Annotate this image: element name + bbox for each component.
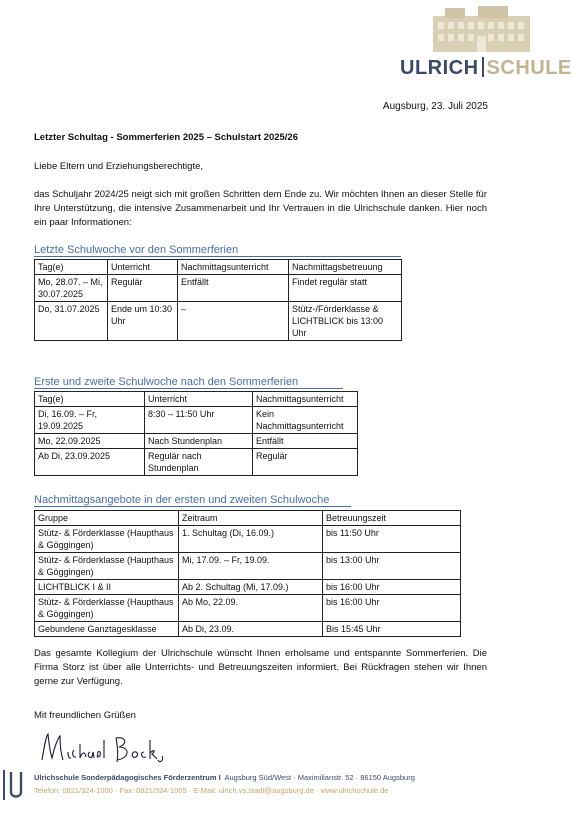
table-cell: Bis 15:45 Uhr bbox=[323, 622, 461, 637]
table-header-cell: Nachmittagsunterricht bbox=[178, 260, 289, 275]
table-cell: Regulär bbox=[108, 275, 178, 302]
table-cell: Ab Mo, 22.09. bbox=[179, 595, 323, 622]
logo-divider bbox=[482, 57, 484, 77]
table-header-cell: Unterricht bbox=[145, 392, 253, 407]
section-title-first-weeks: Erste und zweite Schulwoche nach den Sommerferien bbox=[34, 376, 343, 389]
footer-address-line bbox=[34, 773, 415, 782]
table-last-week bbox=[34, 259, 402, 341]
table-cell: Mi, 17.09. – Fr, 19.09. bbox=[179, 553, 323, 580]
intro-paragraph: das Schuljahr 2024/25 neigt sich mit großen Schritten dem Ende zu. Wir möchten Ihnen an dieser Stelle für Ihre Unterstützung, die intensive Zusammenarbeit und Ihr Vertrauen in die Ulrichschule danken. Hier noch ein paar Informationen: bbox=[34, 189, 487, 228]
table-cell: Mo, 28.07. – Mi, 30.07.2025 bbox=[35, 275, 108, 302]
table-cell: Entfällt bbox=[178, 275, 289, 302]
table-cell: Stütz- & Förderklasse (Haupthaus & Göggingen) bbox=[35, 526, 179, 553]
logo-word-schule: SCHULE bbox=[486, 57, 572, 79]
section-title-last-week: Letzte Schulwoche vor den Sommerferien bbox=[34, 244, 401, 257]
table-cell: Findet regulär statt bbox=[289, 275, 402, 302]
footer-contact-line: Telefon: 0821/324-1000 · Fax: 0821/324-1005 · E-Mail: ulrich.vs.stadt@augsburg.de · www.ulrichschule.de bbox=[34, 786, 389, 795]
table-cell: Regulär nach Stundenplan bbox=[145, 449, 253, 476]
table-header-row bbox=[35, 392, 358, 407]
table-row bbox=[35, 302, 402, 341]
table-row bbox=[35, 526, 461, 553]
table-cell: Gebundene Ganztagesklasse bbox=[35, 622, 179, 637]
date-line: Augsburg, 23. Juli 2025 bbox=[382, 101, 488, 112]
logo-word-ulrich: ULRICH bbox=[400, 57, 479, 79]
handwritten-signature bbox=[38, 730, 168, 770]
table-cell: Entfällt bbox=[253, 434, 358, 449]
school-building-logo-icon bbox=[433, 6, 530, 52]
table-cell: Ende um 10:30 Uhr bbox=[108, 302, 178, 341]
table-header-cell: Nachmittagsunterricht bbox=[253, 392, 358, 407]
table-cell: Kein Nachmittagsunterricht bbox=[253, 407, 358, 434]
table-row bbox=[35, 434, 358, 449]
table-cell: Ab Di, 23.09.2025 bbox=[35, 449, 145, 476]
table-cell: Stütz- & Förderklasse (Haupthaus & Göggingen) bbox=[35, 553, 179, 580]
table-header-cell: Zeitraum bbox=[179, 511, 323, 526]
table-row bbox=[35, 580, 461, 595]
table-cell: bis 16:00 Uhr bbox=[323, 595, 461, 622]
table-row bbox=[35, 622, 461, 637]
footer-accent-bar bbox=[3, 770, 5, 800]
table-row bbox=[35, 553, 461, 580]
table-cell: Di, 16.09. – Fr, 19.09.2025 bbox=[35, 407, 145, 434]
table-cell: Stütz-/Förderklasse & LICHTBLICK bis 13:00 Uhr bbox=[289, 302, 402, 341]
table-row bbox=[35, 275, 402, 302]
table-cell: 8:30 – 11:50 Uhr bbox=[145, 407, 253, 434]
table-cell: bis 11:50 Uhr bbox=[323, 526, 461, 553]
table-cell: Ab 2. Schultag (Mi, 17.09.) bbox=[179, 580, 323, 595]
closing-paragraph: Das gesamte Kollegium der Ulrichschule wünscht Ihnen erholsame und entspannte Sommerferien. Die Firma Storz ist über alle Unterrichts- und Betreuungszeiten informiert. Bei Rückfragen stehen wir Ihnen gerne zur Verfügung. bbox=[34, 648, 487, 687]
table-cell: Regulär bbox=[253, 449, 358, 476]
table-cell: LICHTBLICK I & II bbox=[35, 580, 179, 595]
table-cell: Stütz- & Förderklasse (Haupthaus & Göggingen) bbox=[35, 595, 179, 622]
table-header-row bbox=[35, 511, 461, 526]
table-header-cell: Nachmittagsbetreuung bbox=[289, 260, 402, 275]
footer-address: Augsburg Süd/West · Maximilianstr. 52 · 86150 Augsburg bbox=[224, 773, 415, 782]
table-cell: Ab Di, 23.09. bbox=[179, 622, 323, 637]
table-cell: – bbox=[178, 302, 289, 341]
table-header-row bbox=[35, 260, 402, 275]
table-header-cell: Tag(e) bbox=[35, 260, 108, 275]
table-cell: bis 16:00 Uhr bbox=[323, 580, 461, 595]
letter-subject: Letzter Schultag - Sommerferien 2025 – Schulstart 2025/26 bbox=[34, 132, 298, 143]
salutation: Liebe Eltern und Erziehungsberechtigte, bbox=[34, 161, 204, 172]
table-header-cell: Gruppe bbox=[35, 511, 179, 526]
table-header-cell: Unterricht bbox=[108, 260, 178, 275]
footer-org-name: Ulrichschule Sonderpädagogisches Förderzentrum I bbox=[34, 773, 221, 782]
table-row bbox=[35, 407, 358, 434]
table-cell: Do, 31.07.2025 bbox=[35, 302, 108, 341]
school-logo-wordmark bbox=[400, 57, 572, 80]
table-first-weeks bbox=[34, 391, 358, 476]
table-row bbox=[35, 595, 461, 622]
table-cell: 1. Schultag (Di, 16.09.) bbox=[179, 526, 323, 553]
section-title-afternoon-offers: Nachmittagsangebote in der ersten und zweiten Schulwoche bbox=[34, 494, 351, 507]
table-afternoon-offers bbox=[34, 510, 461, 637]
table-cell: Nach Stundenplan bbox=[145, 434, 253, 449]
table-cell: bis 13:00 Uhr bbox=[323, 553, 461, 580]
table-header-cell: Betreuungszeit bbox=[323, 511, 461, 526]
table-cell: Mo, 22.09.2025 bbox=[35, 434, 145, 449]
table-header-cell: Tag(e) bbox=[35, 392, 145, 407]
table-row bbox=[35, 449, 358, 476]
footer-u-logo-icon bbox=[9, 770, 23, 800]
greeting: Mit freundlichen Grüßen bbox=[34, 710, 136, 721]
